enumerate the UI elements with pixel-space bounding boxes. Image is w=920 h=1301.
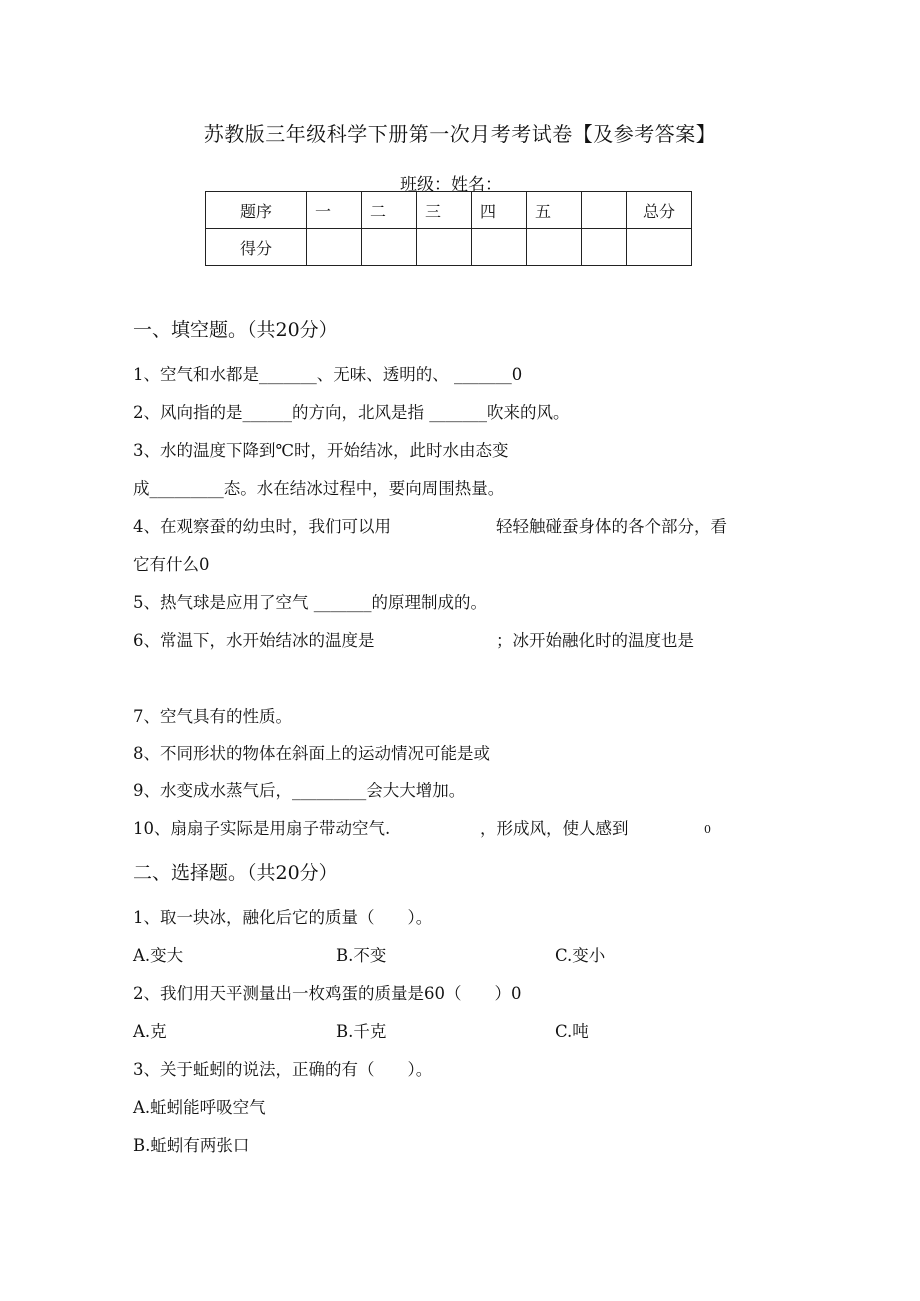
question: 9、水变成水蒸气后，_________会大大增加。: [133, 781, 466, 800]
score-table-cell: [307, 229, 362, 266]
score-table-header-row: [206, 192, 692, 229]
score-table-cell: [627, 229, 692, 266]
section-heading: 二、选择题。（共20分）: [133, 862, 338, 884]
question: 10、扇扇子实际是用扇子带动空气.: [133, 819, 391, 838]
question: 7、空气具有的性质。: [133, 707, 292, 726]
option: B.不变: [336, 946, 387, 965]
question: ；冰开始融化时的温度也是: [496, 631, 694, 650]
option: A.克: [133, 1022, 167, 1041]
option: B.蚯蚓有两张口: [133, 1136, 250, 1155]
score-table-cell: 三: [417, 192, 472, 229]
option: A.蚯蚓能呼吸空气: [133, 1098, 266, 1117]
question: 轻轻触碰蚕身体的各个部分，看: [496, 517, 727, 536]
score-table-cell: [417, 229, 472, 266]
question: 0: [704, 823, 711, 836]
score-table-cell: 总分: [627, 192, 692, 229]
question: 成_________态。水在结冰过程中，要向周围热量。: [133, 479, 505, 498]
option: B.千克: [336, 1022, 387, 1041]
score-table-cell: [527, 229, 582, 266]
score-table-cell: [582, 229, 627, 266]
option: C.变小: [555, 946, 606, 965]
score-table: [205, 191, 692, 266]
question: 5、热气球是应用了空气 _______的原理制成的。: [133, 593, 487, 612]
question: 2、我们用天平测量出一枚鸡蛋的质量是60（ ）0: [133, 984, 522, 1003]
question: ，形成风，使人感到: [480, 819, 629, 838]
score-table-score-row: [206, 229, 692, 266]
question: 3、关于蚯蚓的说法，正确的有（ ）。: [133, 1060, 433, 1079]
question: 1、取一块冰，融化后它的质量（ ）。: [133, 908, 433, 927]
score-table-cell: 四: [472, 192, 527, 229]
score-table-cell: [582, 192, 627, 229]
question: 2、风向指的是______的方向，北风是指 _______吹来的风。: [133, 403, 570, 422]
question: 4、在观察蚕的幼虫时，我们可以用: [133, 517, 391, 536]
class-name-line: 班级：姓名：: [400, 175, 502, 195]
option: C.吨: [555, 1022, 589, 1041]
score-table-cell: 二: [362, 192, 417, 229]
score-table-cell: 一: [307, 192, 362, 229]
question: 1、空气和水都是_______、无味、透明的、 _______0: [133, 365, 523, 384]
option: A.变大: [133, 946, 184, 965]
section-heading: 一、填空题。（共20分）: [133, 319, 338, 341]
question: 3、水的温度下降到℃时，开始结冰，此时水由态变: [133, 441, 509, 460]
question: 它有什么0: [133, 555, 210, 574]
question: 6、常温下，水开始结冰的温度是: [133, 631, 375, 650]
question: 8、不同形状的物体在斜面上的运动情况可能是或: [133, 744, 490, 763]
score-table-cell: 五: [527, 192, 582, 229]
score-table-cell: [472, 229, 527, 266]
score-table-cell: 得分: [206, 229, 307, 266]
page-title: 苏教版三年级科学下册第一次月考考试卷【及参考答案】: [203, 122, 717, 146]
score-table-cell: [362, 229, 417, 266]
score-table-cell: 题序: [206, 192, 307, 229]
